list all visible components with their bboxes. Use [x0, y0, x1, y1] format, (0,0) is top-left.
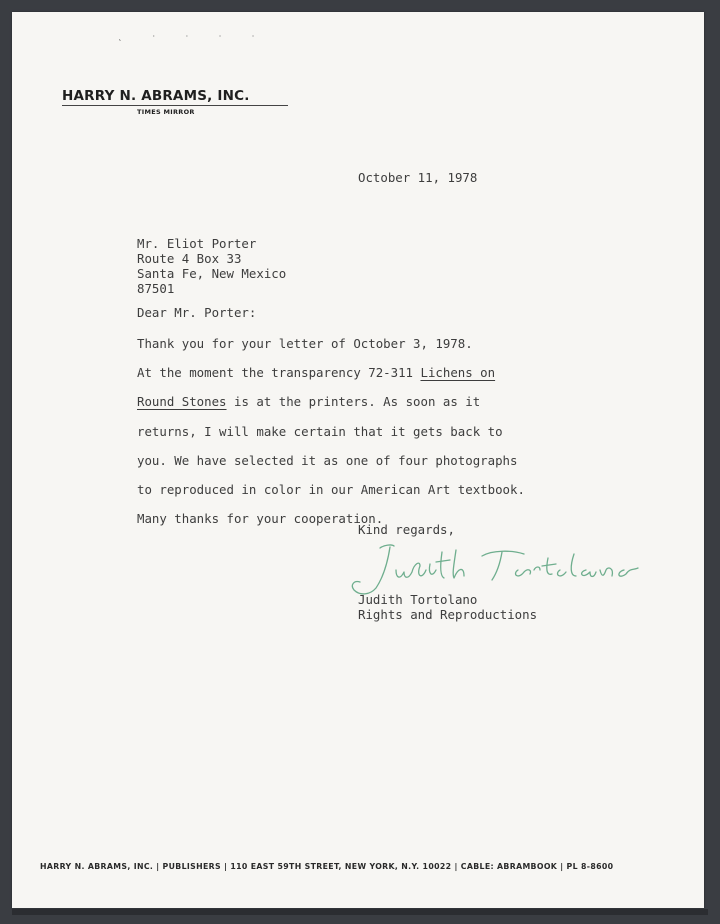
body-line: returns, I will make certain that it gets back to — [137, 423, 503, 439]
address-line: Mr. Eliot Porter — [137, 236, 257, 251]
artwork-title-part: Lichens on — [420, 365, 496, 381]
body-line — [137, 358, 525, 387]
letterhead — [62, 88, 288, 116]
body-text-segment: At the moment the transparency 72-311 — [137, 365, 421, 381]
signer-name: Judith Tortolano — [358, 592, 478, 607]
body-line: Thank you for your letter of October 3, 1978. — [137, 336, 473, 351]
address-line: 87501 — [137, 281, 175, 296]
company-name: HARRY N. ABRAMS, INC. — [62, 88, 288, 106]
letterhead-footer: HARRY N. ABRAMS, INC. | PUBLISHERS | 110 EAST 59TH STREET, NEW YORK, N.Y. 10022 | CABLE: ABRAMBOOK | PL 8-8600 — [40, 862, 614, 871]
body-text-segment: is at the printers. As soon as it — [226, 394, 481, 410]
recipient-address — [137, 236, 286, 296]
letter-date: October 11, 1978 — [358, 170, 478, 185]
body-line: to reproduced in color in our American Art textbook. — [137, 482, 525, 498]
closing: Kind regards, — [358, 522, 455, 537]
salutation: Dear Mr. Porter: — [137, 305, 257, 320]
paper-specks: ˛ · · · · — [118, 32, 269, 41]
signature-block — [358, 592, 537, 622]
address-line: Route 4 Box 33 — [137, 251, 242, 266]
handwritten-signature — [342, 540, 642, 600]
letter-body — [137, 329, 525, 533]
company-subsidiary: TIMES MIRROR — [137, 108, 195, 116]
body-line: you. We have selected it as one of four photographs — [137, 452, 518, 468]
artwork-title-part: Round Stones — [137, 394, 227, 410]
signer-title: Rights and Reproductions — [358, 607, 538, 622]
body-line — [137, 387, 525, 416]
bottom-edge — [12, 909, 708, 915]
body-line: Many thanks for your cooperation. — [137, 511, 384, 527]
address-line: Santa Fe, New Mexico — [137, 266, 287, 281]
